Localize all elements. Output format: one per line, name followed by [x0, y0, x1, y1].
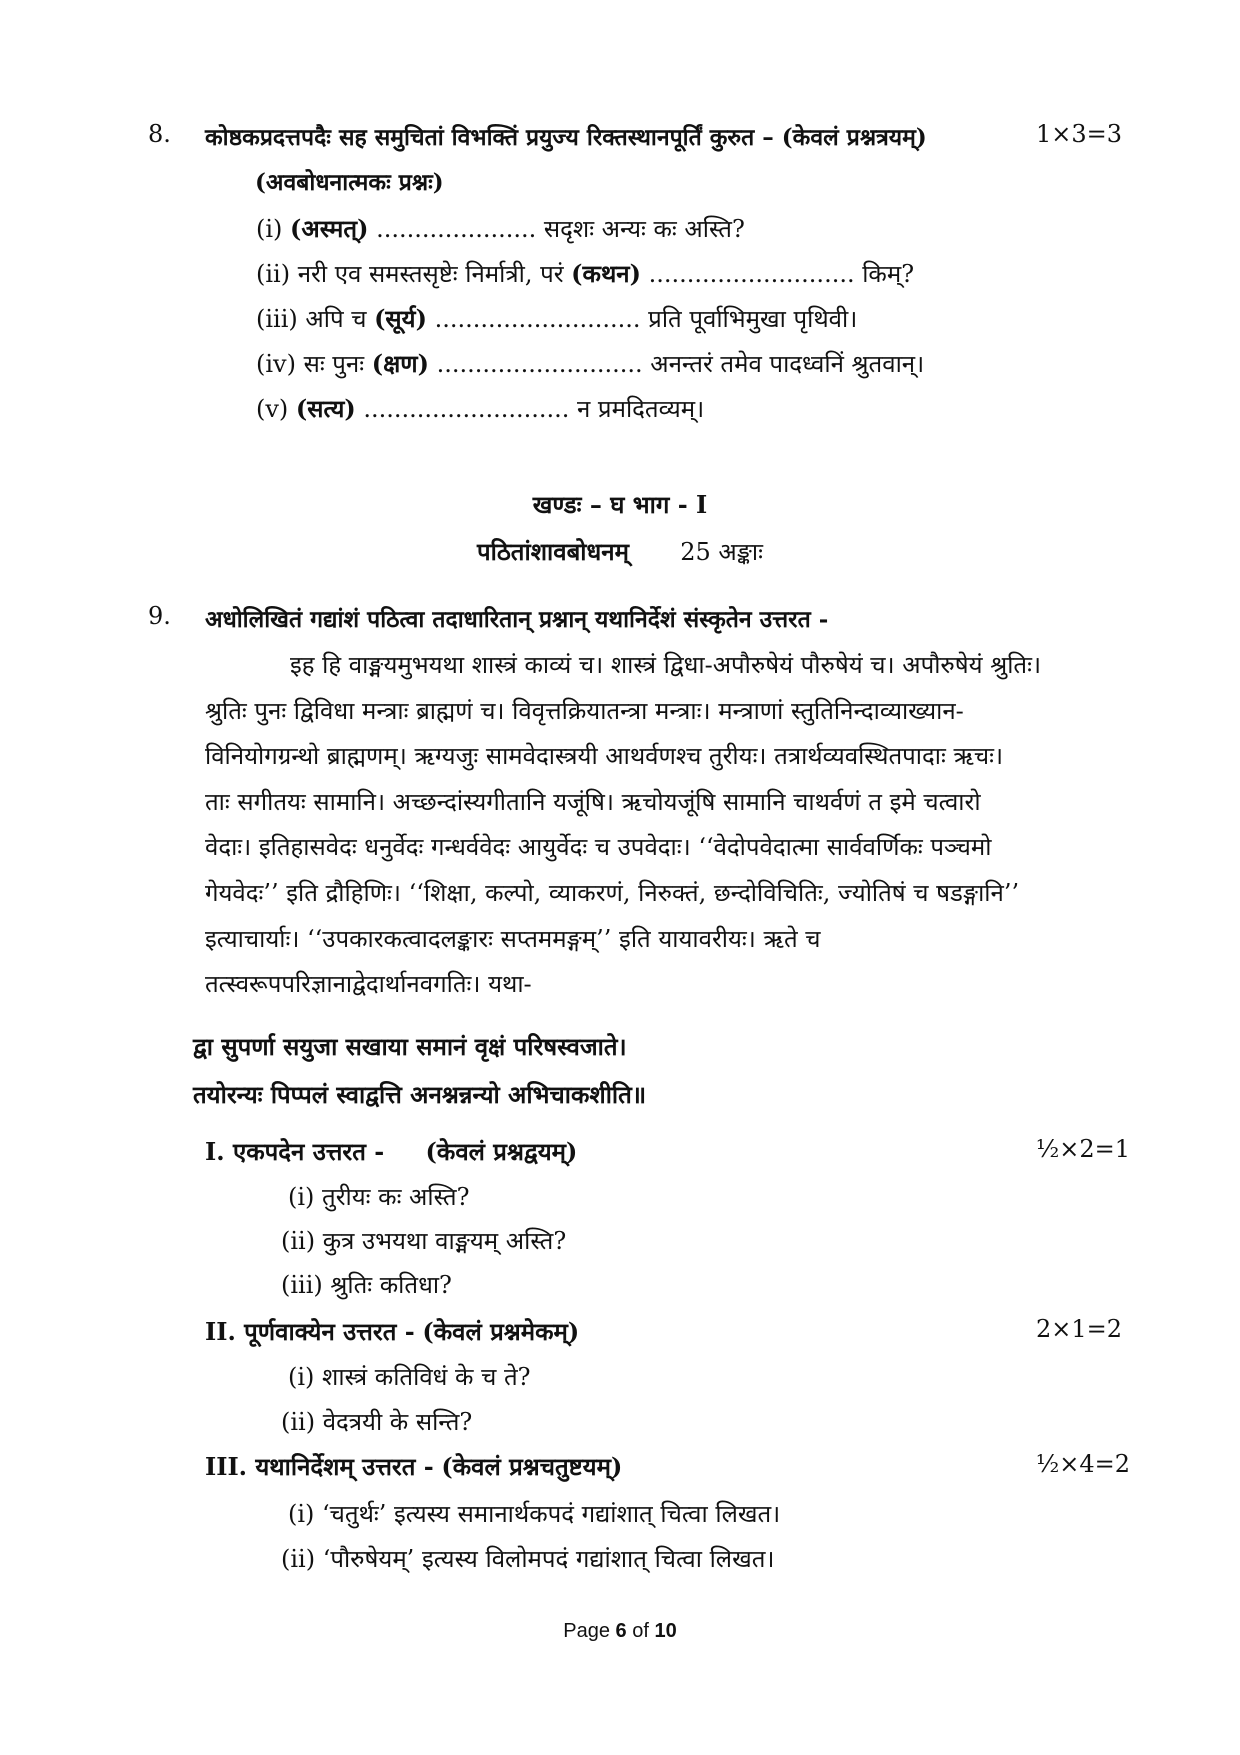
- part-3-question: (i) ‘चतुर्थः’ इत्यस्य समानार्थकपदं गद्यांशात् चित्वा लिखत।: [288, 1500, 781, 1528]
- part-1-marks: ½×2=1: [1036, 1135, 1131, 1163]
- part-1-question: (i) तुरीयः कः अस्ति?: [288, 1183, 470, 1211]
- page-total: 10: [654, 1620, 677, 1642]
- q8-type: (अवबोधनात्मकः प्रश्नः): [255, 169, 444, 196]
- q8-item-5: (v) (सत्य) ........................... न प्रमदितव्यम्।: [256, 394, 705, 423]
- q9-passage: [205, 643, 1165, 1008]
- q8-item-4: (iv) सः पुनः (क्षण) ........................... अनन्तरं तमेव पादध्वनिं श्रुतवान्।: [256, 349, 925, 378]
- passage-line: गेयवेदः’’ इति द्रौहिणिः। ‘‘शिक्षा, कल्पो, व्याकरणं, निरुक्तं, छन्दोविचितिः, ज्योतिषं च षडङ्गानि’’: [205, 878, 1020, 907]
- q8-marks: 1×3=3: [1036, 120, 1123, 148]
- page-of: of: [632, 1620, 649, 1642]
- section-marks: 25 अङ्काः: [680, 538, 763, 566]
- section-subheading: पठितांशावबोधनम्: [477, 537, 629, 566]
- q8-item-3: (iii) अपि च (सूर्य) ........................... प्रति पूर्वाभिमुखा पृथिवी।: [256, 304, 858, 333]
- part-2-question: (i) शास्त्रं कतिविधं के च ते?: [288, 1363, 531, 1391]
- q8-item-2: (ii) नरी एव समस्तसृष्टेः निर्मात्री, परं (कथन) ........................... किम्?: [256, 259, 915, 288]
- part-3-marks: ½×4=2: [1036, 1450, 1131, 1478]
- verse-line-1: द्वा सुपर्णा सयुजा सखाया समानं वृक्षं परिषस्वजाते।: [193, 1032, 627, 1061]
- page-footer: [0, 1620, 1240, 1643]
- q8-number: 8.: [148, 120, 171, 148]
- page-label: Page: [563, 1620, 610, 1642]
- part-3-heading: III. यथानिर्देशम् उत्तरत - (केवलं प्रश्नचतुष्टयम्): [205, 1452, 623, 1481]
- passage-line: इह हि वाङ्मयमुभयथा शास्त्रं काव्यं च। शास्त्रं द्विधा-अपौरुषेयं पौरुषेयं च। अपौरुषेयं श्रुतिः।: [290, 651, 1042, 679]
- q9-number: 9.: [148, 602, 171, 630]
- section-subheading-row: [0, 535, 1240, 568]
- verse-line-2: तयोरन्यः पिप्पलं स्वाद्वत्ति अनश्नन्नन्यो अभिचाकशीति॥: [193, 1080, 647, 1109]
- q8-instruction: कोष्ठकप्रदत्तपदैः सह समुचितां विभक्तिं प्रयुज्य रिक्तस्थानपूर्तिं कुरुत – (केवलं प्रश्नत्रयम्): [205, 124, 927, 151]
- passage-line: इत्याचार्याः। ‘‘उपकारकत्वादलङ्कारः सप्तममङ्गम्’’ इति यायावरीयः। ऋते च: [205, 924, 821, 953]
- passage-line: श्रुतिः पुनः द्विविधा मन्त्राः ब्राह्मणं च। विवृत्तक्रियातन्त्रा मन्त्राः। मन्त्राणां स्तुतिनिन्दाव्याख्यान-: [205, 696, 964, 725]
- passage-line: ताः सगीतयः सामानि। अच्छन्दांस्यगीतानि यजूंषि। ऋचोयजूंषि सामानि चाथर्वणं त इमे चत्वारो: [205, 787, 981, 816]
- part-2-marks: 2×1=2: [1036, 1315, 1123, 1343]
- part-2-heading: II. पूर्णवाक्येन उत्तरत - (केवलं प्रश्नमेकम्): [205, 1317, 580, 1346]
- q8-item-1: (i) (अस्मत्) ..................... सदृशः अन्यः कः अस्ति?: [256, 214, 745, 243]
- section-heading: खण्डः – घ भाग - I: [532, 490, 708, 519]
- part-2-question: (ii) वेदत्रयी के सन्ति?: [281, 1408, 473, 1436]
- part-1-question: (ii) कुत्र उभयथा वाङ्मयम् अस्ति?: [281, 1227, 567, 1255]
- passage-line: तत्स्वरूपपरिज्ञानाद्वेदार्थानवगतिः। यथा-: [205, 970, 532, 999]
- passage-line: विनियोगग्रन्थो ब्राह्मणम्। ऋग्यजुः सामवेदास्त्रयी आथर्वणश्च तुरीयः। तत्रार्थव्यवस्थितपादाः ऋचः।: [205, 742, 1004, 771]
- part-1-question: (iii) श्रुतिः कतिधा?: [281, 1271, 452, 1299]
- q9-instruction: अधोलिखितं गद्यांशं पठित्वा तदाधारितान् प्रश्नान् यथानिर्देशं संस्कृतेन उत्तरत -: [205, 606, 829, 633]
- page-current: 6: [615, 1620, 627, 1642]
- part-3-question: (ii) ‘पौरुषेयम्’ इत्यस्य विलोमपदं गद्यांशात् चित्वा लिखत।: [281, 1545, 775, 1573]
- passage-line: वेदाः। इतिहासवेदः धनुर्वेदः गन्धर्ववेदः आयुर्वेदः च उपवेदाः। ‘‘वेदोपवेदात्मा सार्ववर्णिकः पञ्चमो: [205, 833, 992, 862]
- part-1-heading: I. एकपदेन उत्तरत - (केवलं प्रश्नद्वयम्): [205, 1137, 578, 1166]
